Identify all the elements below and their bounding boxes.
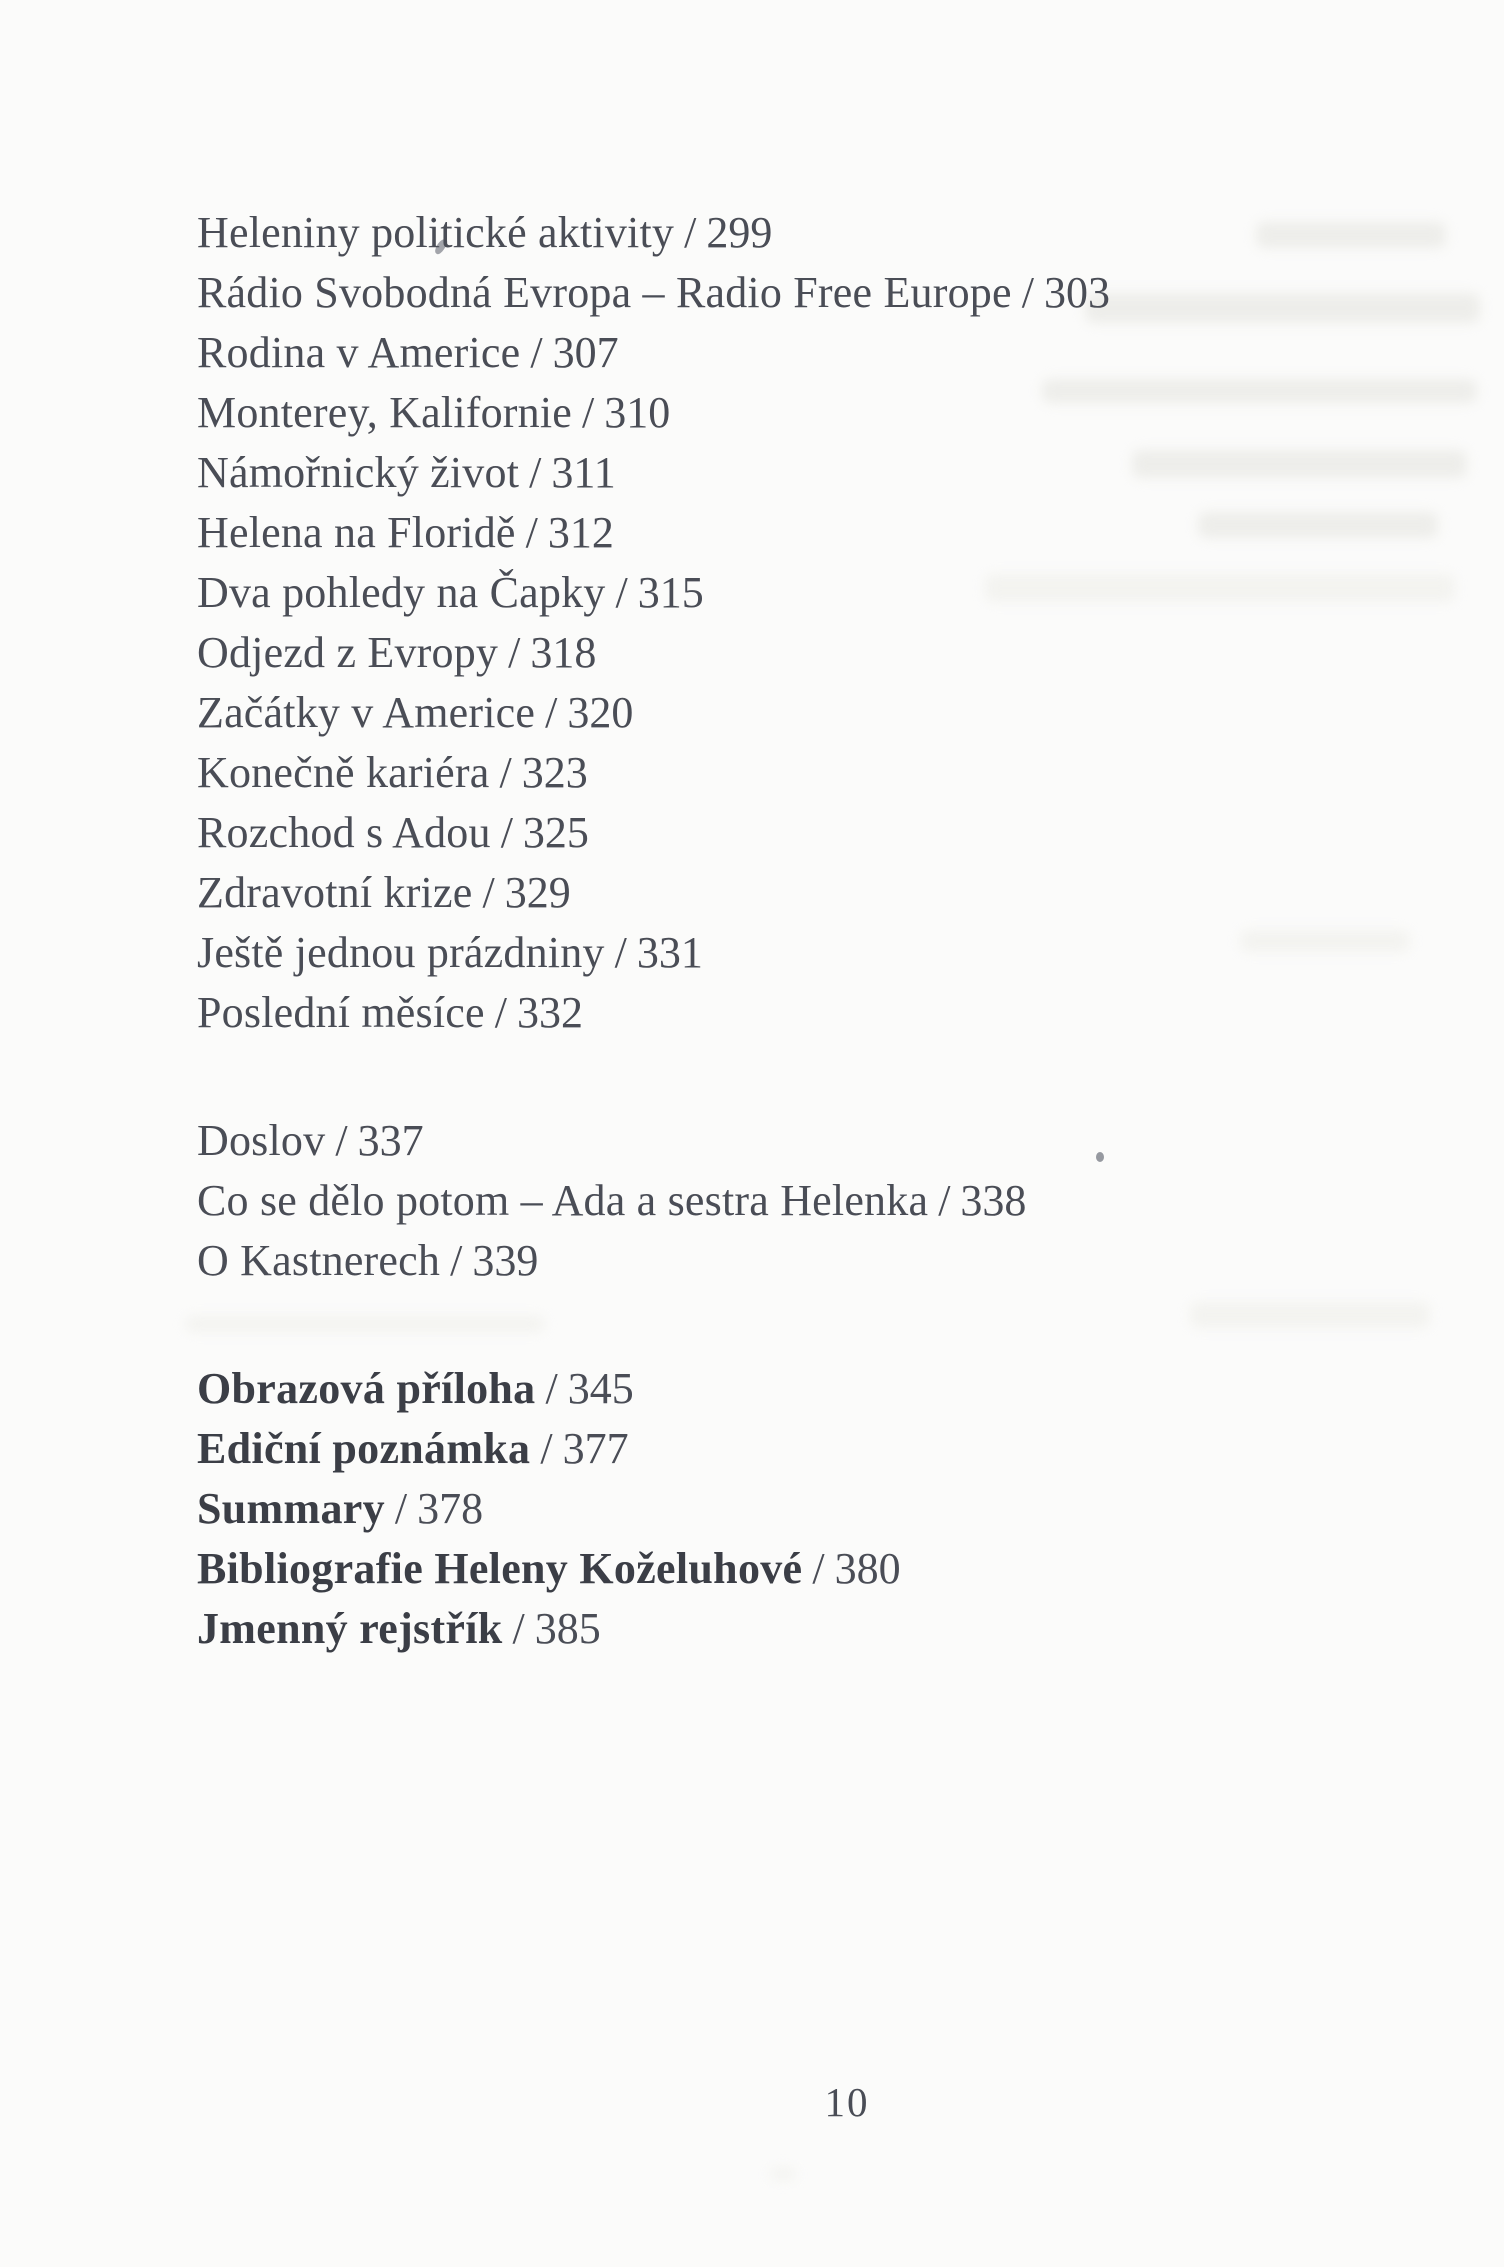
toc-entry-page: 303 bbox=[1043, 268, 1110, 317]
toc-entry bbox=[197, 743, 1110, 803]
toc-entry-separator: / bbox=[582, 388, 595, 437]
toc-entry-separator: / bbox=[335, 1116, 348, 1165]
toc-entry bbox=[197, 203, 1110, 263]
toc-entry-separator: / bbox=[500, 808, 513, 857]
toc-entry-title: Odjezd z Evropy bbox=[197, 628, 499, 677]
toc-entry-page: 329 bbox=[504, 868, 571, 917]
toc-entry-page: 311 bbox=[551, 448, 616, 497]
toc-entry-title: Co se dělo potom – Ada a sestra Helenka bbox=[197, 1176, 929, 1225]
toc-entry bbox=[197, 1359, 1110, 1419]
toc-section-1 bbox=[197, 203, 1110, 1043]
toc-entry-page: 380 bbox=[834, 1544, 901, 1593]
toc-entry-separator: / bbox=[615, 568, 628, 617]
toc-entry-title: Rodina v Americe bbox=[197, 328, 521, 377]
toc-entry-page: 377 bbox=[562, 1424, 629, 1473]
toc-entry-page: 312 bbox=[547, 508, 614, 557]
toc-entry-title: Ediční poznámka bbox=[197, 1424, 531, 1473]
toc-entry-page: 332 bbox=[516, 988, 583, 1037]
toc-entry-page: 325 bbox=[522, 808, 589, 857]
toc-entry bbox=[197, 1111, 1110, 1171]
toc-entry-separator: / bbox=[1021, 268, 1034, 317]
toc-entry-page: 318 bbox=[530, 628, 597, 677]
toc-entry-separator: / bbox=[938, 1176, 951, 1225]
toc-entry-separator: / bbox=[614, 928, 627, 977]
scan-artifact bbox=[770, 2168, 796, 2180]
toc-entry bbox=[197, 623, 1110, 683]
toc-entry-title: Dva pohledy na Čapky bbox=[197, 568, 606, 617]
scan-artifact bbox=[1256, 222, 1446, 248]
toc-entry bbox=[197, 1419, 1110, 1479]
toc-entry-separator: / bbox=[499, 748, 512, 797]
toc-entry bbox=[197, 1479, 1110, 1539]
toc-entry-title: Začátky v Americe bbox=[197, 688, 536, 737]
scan-artifact bbox=[1198, 512, 1438, 538]
toc-entry bbox=[197, 1599, 1110, 1659]
toc-entry-separator: / bbox=[684, 208, 697, 257]
page-number: 10 bbox=[824, 2079, 870, 2125]
toc-entry-title: Heleniny politické aktivity bbox=[197, 208, 675, 257]
table-of-contents bbox=[197, 203, 1110, 1659]
toc-entry-title: Summary bbox=[197, 1484, 385, 1533]
toc-entry-title: Poslední měsíce bbox=[197, 988, 485, 1037]
toc-entry bbox=[197, 443, 1110, 503]
toc-entry-title: Obrazová příloha bbox=[197, 1364, 536, 1413]
toc-entry-separator: / bbox=[508, 628, 521, 677]
scan-artifact bbox=[1190, 1302, 1430, 1328]
toc-entry-page: 307 bbox=[552, 328, 619, 377]
scan-artifact bbox=[1132, 450, 1467, 478]
toc-entry bbox=[197, 323, 1110, 383]
toc-entry-separator: / bbox=[525, 508, 538, 557]
toc-entry-separator: / bbox=[540, 1424, 553, 1473]
toc-entry-title: Konečně kariéra bbox=[197, 748, 490, 797]
toc-entry-separator: / bbox=[494, 988, 507, 1037]
toc-entry bbox=[197, 383, 1110, 443]
toc-entry-title: Helena na Floridě bbox=[197, 508, 516, 557]
toc-entry-title: Rádio Svobodná Evropa – Radio Free Europe bbox=[197, 268, 1012, 317]
toc-entry-separator: / bbox=[482, 868, 495, 917]
toc-entry bbox=[197, 863, 1110, 923]
toc-entry-title: Zdravotní krize bbox=[197, 868, 473, 917]
toc-entry-page: 323 bbox=[521, 748, 588, 797]
toc-section-2 bbox=[197, 1111, 1110, 1291]
toc-entry-page: 320 bbox=[567, 688, 634, 737]
toc-section-3 bbox=[197, 1359, 1110, 1659]
toc-entry-separator: / bbox=[812, 1544, 825, 1593]
toc-entry-title: Rozchod s Adou bbox=[197, 808, 491, 857]
toc-entry-title: Bibliografie Heleny Koželuhové bbox=[197, 1544, 803, 1593]
toc-entry bbox=[197, 923, 1110, 983]
toc-entry bbox=[197, 503, 1110, 563]
toc-entry-separator: / bbox=[545, 688, 558, 737]
toc-entry-page: 331 bbox=[636, 928, 703, 977]
toc-entry bbox=[197, 1231, 1110, 1291]
toc-entry-page: 338 bbox=[960, 1176, 1027, 1225]
toc-entry-separator: / bbox=[530, 328, 543, 377]
toc-entry-page: 378 bbox=[417, 1484, 484, 1533]
toc-entry-page: 385 bbox=[534, 1604, 601, 1653]
toc-entry bbox=[197, 803, 1110, 863]
toc-entry-separator: / bbox=[512, 1604, 525, 1653]
toc-entry-title: O Kastnerech bbox=[197, 1236, 441, 1285]
toc-entry-separator: / bbox=[529, 448, 542, 497]
toc-entry-title: Ještě jednou prázdniny bbox=[197, 928, 605, 977]
toc-entry-page: 345 bbox=[567, 1364, 634, 1413]
toc-entry-title: Doslov bbox=[197, 1116, 326, 1165]
scan-artifact bbox=[1085, 293, 1480, 323]
toc-entry-page: 315 bbox=[637, 568, 704, 617]
toc-entry bbox=[197, 1171, 1110, 1231]
toc-entry-separator: / bbox=[394, 1484, 408, 1533]
toc-entry-page: 339 bbox=[472, 1236, 539, 1285]
toc-entry-title: Námořnický život bbox=[197, 448, 520, 497]
toc-entry-title: Monterey, Kalifornie bbox=[197, 388, 573, 437]
toc-entry bbox=[197, 563, 1110, 623]
scan-artifact bbox=[1240, 930, 1410, 952]
toc-entry-page: 299 bbox=[706, 208, 773, 257]
toc-entry bbox=[197, 263, 1110, 323]
toc-entry-page: 337 bbox=[357, 1116, 424, 1165]
toc-entry bbox=[197, 683, 1110, 743]
toc-entry-title: Jmenný rejstřík bbox=[197, 1604, 503, 1653]
toc-entry bbox=[197, 983, 1110, 1043]
toc-entry-separator: / bbox=[450, 1236, 463, 1285]
toc-entry-page: 310 bbox=[604, 388, 671, 437]
toc-entry-separator: / bbox=[545, 1364, 558, 1413]
toc-entry bbox=[197, 1539, 1110, 1599]
